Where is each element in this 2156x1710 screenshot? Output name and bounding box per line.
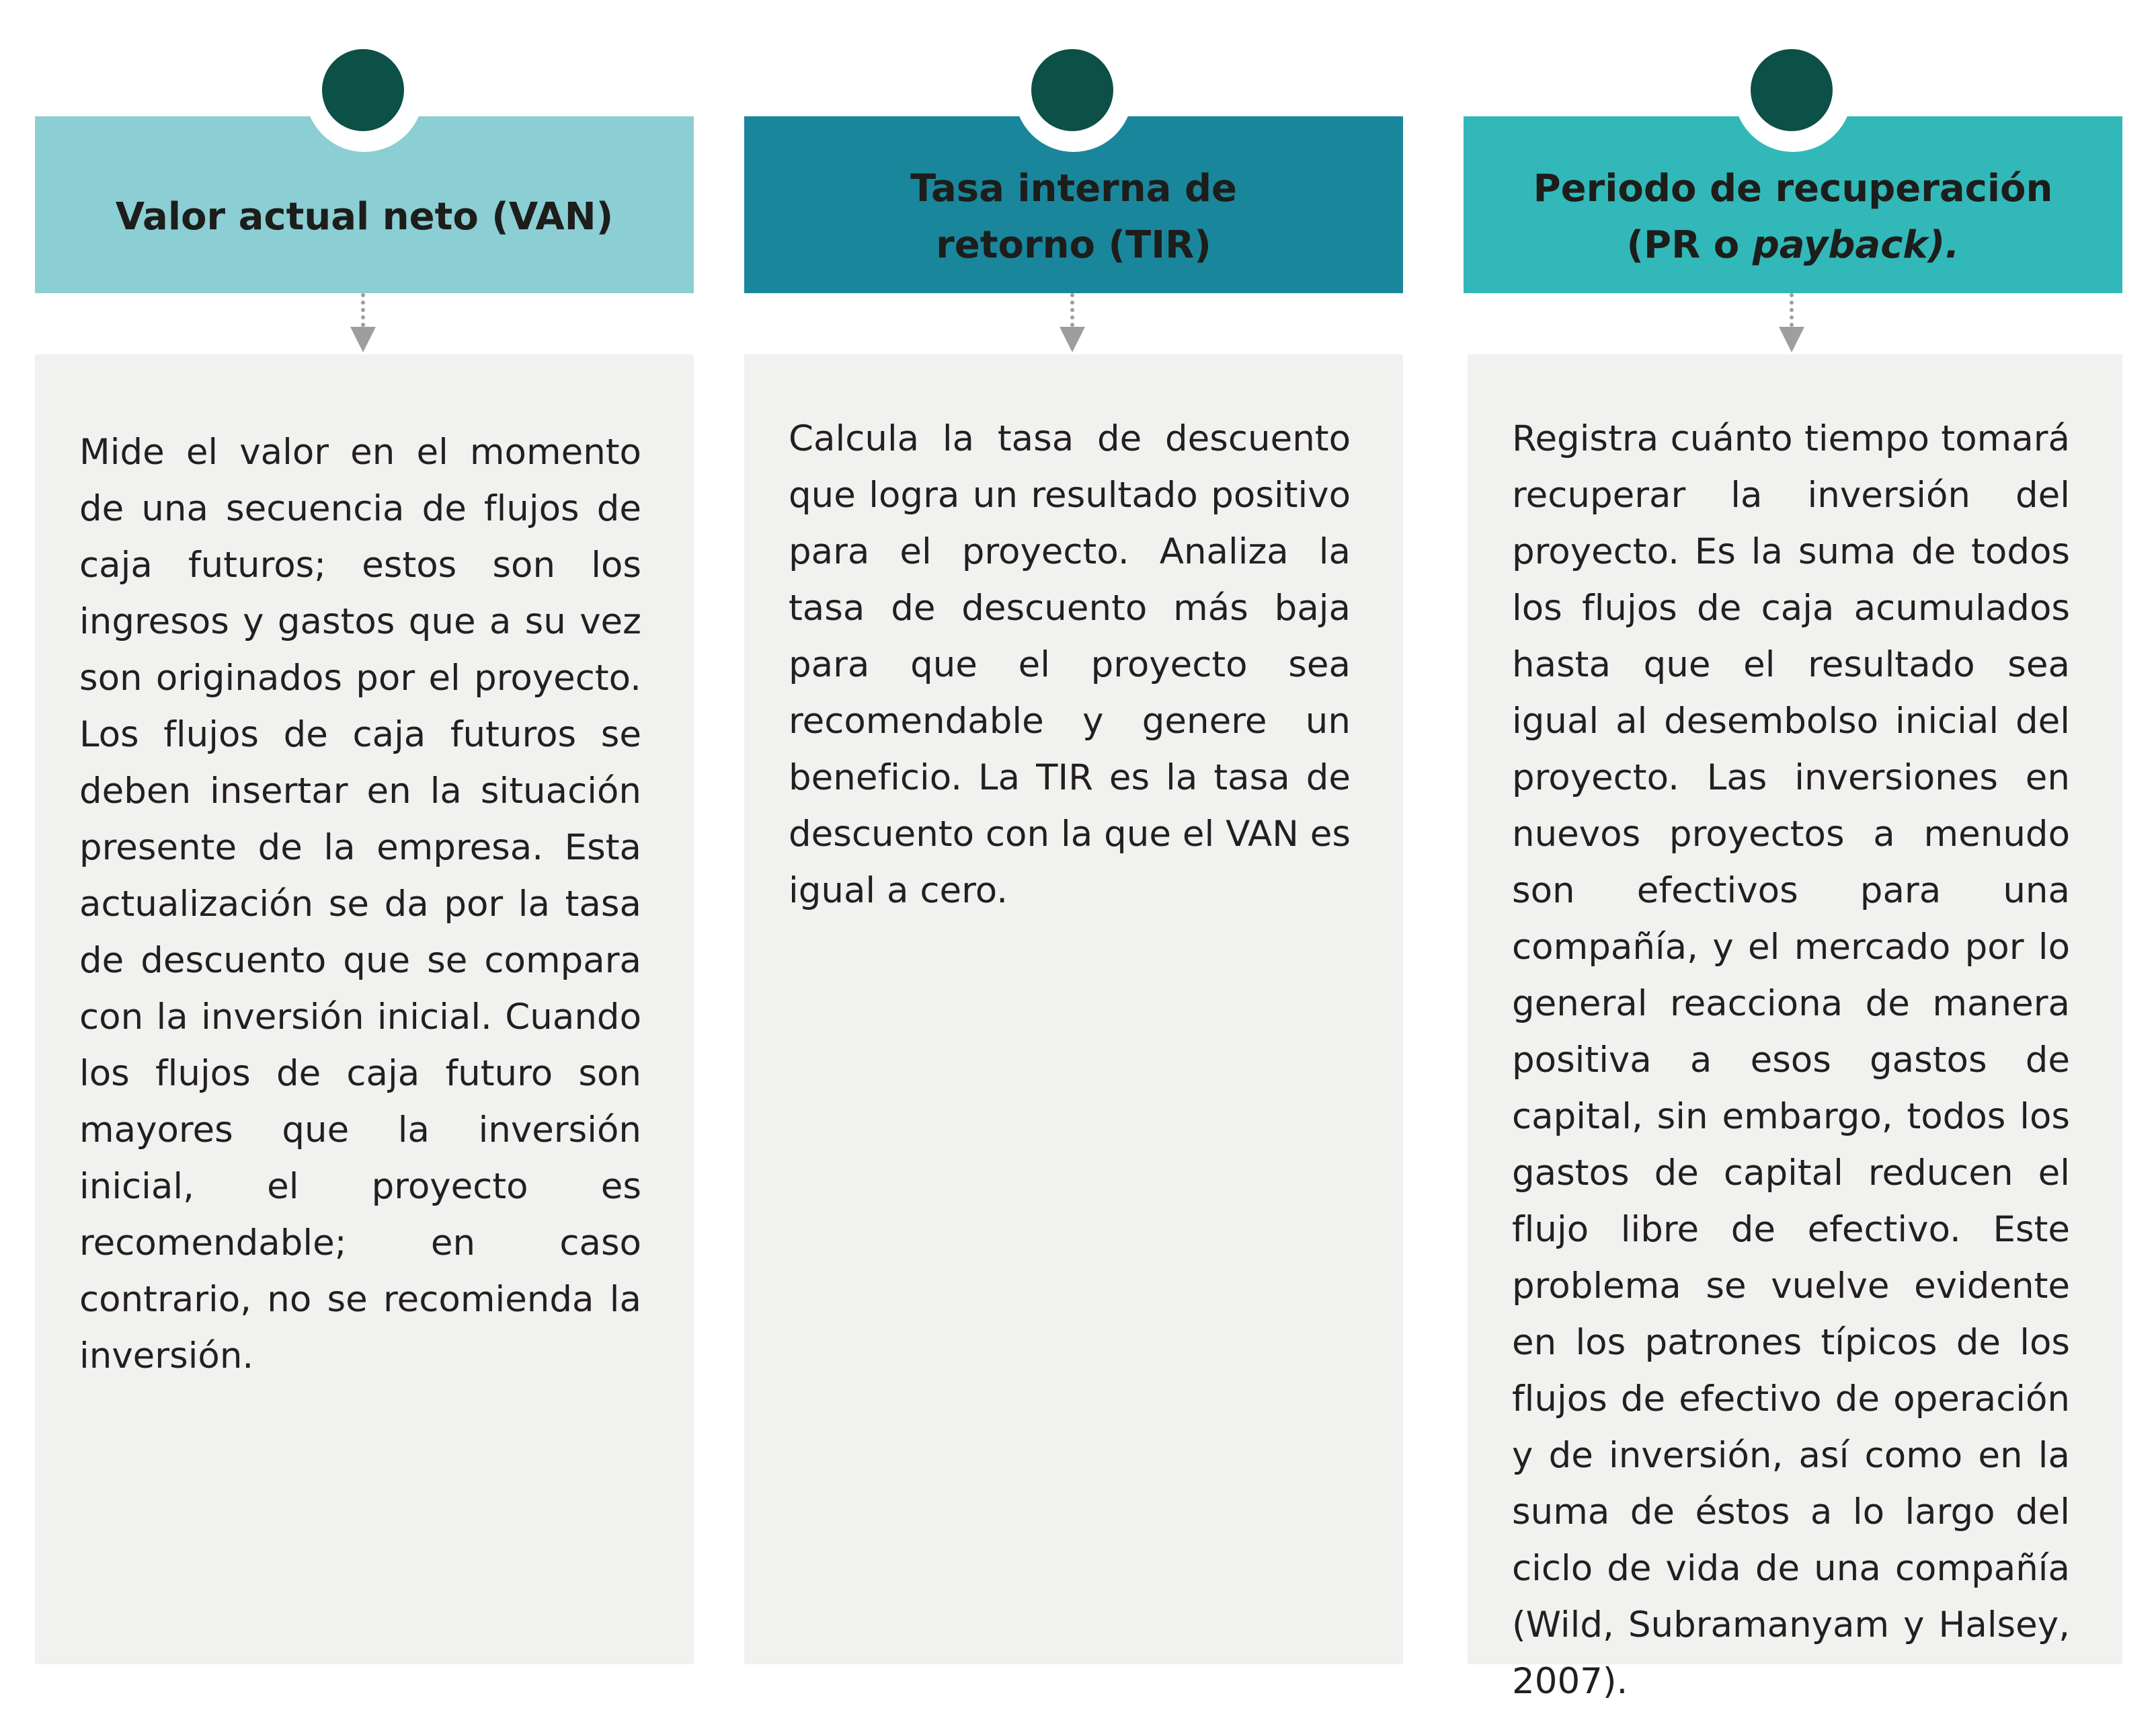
dotted-connector [1070,293,1074,327]
title-payback-line-2-prefix: (PR o [1626,223,1753,267]
description-van: Mide el valor en el momento de una secuencia de flujos de caja futuros; estos son los ingresos y gastos que a su vez son originados por el proyecto. Los flujos de caja futuros se deben insertar en la situación presente de la empresa. Esta actualización se da por la tasa de descuento que se compara con la inversión inicial. Cuando los flujos de caja futuro son mayores que la inversión inicial, el proyecto es recomendable; en caso contrario, no se recomienda la inversión. [79,432,641,1376]
arrow-down-icon [1060,327,1085,352]
title-tir-line-2: retorno (TIR) [936,223,1211,267]
arrow-down-icon [1779,327,1804,352]
circle-marker-tir [1031,49,1113,131]
column-payback [1464,0,2122,1705]
column-van [35,0,694,1705]
circle-marker-payback [1751,49,1833,131]
description-box-payback [1468,354,2122,1702]
title-van-line-1: Valor actual neto (VAN) [115,194,614,239]
title-payback-line-2 [1533,217,2053,274]
circle-marker-van [322,49,404,131]
title-payback-line-1: Periodo de recuperación [1533,166,2053,210]
column-tir [744,0,1403,1705]
title-tir [910,161,1237,274]
dotted-connector [1790,293,1794,327]
title-payback [1533,161,2053,274]
title-tir-line-1: Tasa interna de [910,166,1238,210]
arrow-down-icon [350,327,376,352]
description-box-van [35,354,694,1664]
description-payback: Registra cuánto tiempo tomará recuperar la inversión del proyecto. Es la suma de todos los flujos de caja acumulados hasta que el resultado sea igual al desembolso inicial del proyecto. Las inversiones en nuevos proyectos a menudo son efectivos para una compañía, y el mercado por lo general reacciona de manera positiva a esos gastos de capital, sin embargo, todos los gastos de capital reducen el flujo libre de efectivo. Este problema se vuelve evidente en los patrones típicos de los flujos de efectivo de operación y de inversión, así como en la suma de éstos a lo largo del ciclo de vida de una compañía (Wild, Subramanyam y Halsey, 2007). [1512,418,2070,1702]
dotted-connector [361,293,365,327]
title-van [116,189,613,245]
title-payback-line-2-italic: payback). [1752,223,1960,267]
description-box-tir [744,354,1403,1664]
description-tir: Calcula la tasa de descuento que logra un resultado positivo para el proyecto. Analiza la tasa de descuento más baja para que el proyecto sea recomendable y genere un beneficio. La TIR es la tasa de descuento con la que el VAN es igual a cero. [789,418,1351,911]
